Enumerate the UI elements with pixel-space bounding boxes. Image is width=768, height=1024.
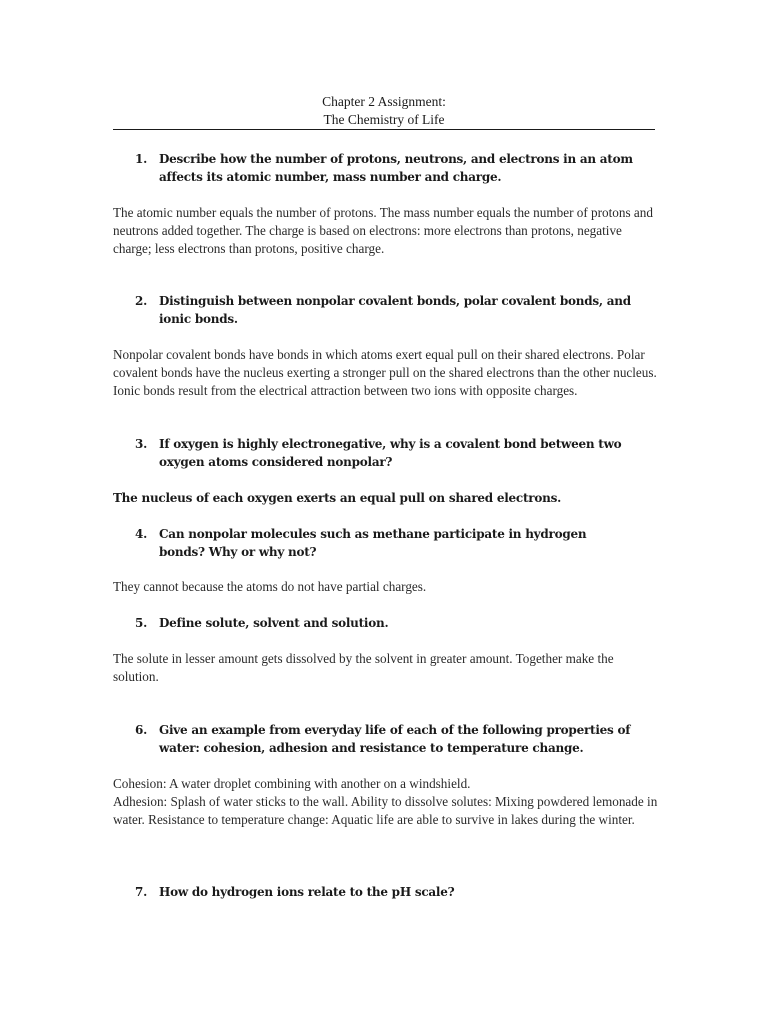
question-text: Give an example from everyday life of each of the following properties of water: cohesion, adhesion and resistance to temperature change.	[159, 723, 631, 755]
header-line-1: Chapter 2 Assignment:	[322, 94, 446, 109]
answer-6	[113, 775, 658, 829]
header-divider	[113, 129, 655, 130]
question-text: Describe how the number of protons, neutrons, and electrons in an atom affects its atomic number, mass number and charge.	[159, 152, 633, 184]
question-4	[135, 525, 635, 561]
question-number: 7.	[135, 885, 148, 899]
question-number: 6.	[135, 723, 148, 737]
question-text: If oxygen is highly electronegative, why is a covalent bond between two oxygen atoms considered nonpolar?	[159, 437, 622, 469]
answer-5: The solute in lesser amount gets dissolved by the solvent in greater amount. Together make the solution.	[113, 651, 614, 684]
answer-6-line-1: Cohesion: A water droplet combining with another on a windshield.	[113, 776, 471, 791]
answer-6-line-2: Adhesion: Splash of water sticks to the wall. Ability to dissolve solutes: Mixing powdered lemonade in water. Resistance to temperature change: Aquatic life are able to survive in lakes during the winter.	[113, 794, 658, 827]
question-2	[135, 292, 635, 328]
question-text: Distinguish between nonpolar covalent bonds, polar covalent bonds, and ionic bonds.	[159, 294, 631, 326]
question-number: 2.	[135, 294, 148, 308]
question-number: 4.	[135, 527, 148, 541]
header-line-2: The Chemistry of Life	[323, 112, 445, 127]
answer-3: The nucleus of each oxygen exerts an equal pull on shared electrons.	[113, 491, 562, 505]
question-1	[135, 150, 635, 186]
question-text: How do hydrogen ions relate to the pH scale?	[159, 885, 455, 899]
question-5	[135, 614, 635, 632]
question-number: 1.	[135, 152, 148, 166]
question-text: Define solute, solvent and solution.	[159, 616, 389, 630]
answer-1: The atomic number equals the number of protons. The mass number equals the number of protons and neutrons added together. The charge is based on electrons: more electrons than protons, negative charge; less electrons than protons, positive charge.	[113, 205, 653, 256]
question-3	[135, 435, 635, 471]
question-number: 3.	[135, 437, 148, 451]
question-7	[135, 883, 635, 901]
question-6	[135, 721, 635, 757]
answer-4: They cannot because the atoms do not have partial charges.	[113, 579, 427, 594]
answer-2: Nonpolar covalent bonds have bonds in which atoms exert equal pull on their shared electrons. Polar covalent bonds have the nucleus exerting a stronger pull on the shared electrons than the other nucleus. Ionic bonds result from the electrical attraction between two ions with opposite charges.	[113, 347, 657, 398]
question-number: 5.	[135, 616, 148, 630]
document-header	[113, 93, 655, 129]
question-text: Can nonpolar molecules such as methane participate in hydrogen bonds? Why or why not?	[159, 527, 587, 559]
